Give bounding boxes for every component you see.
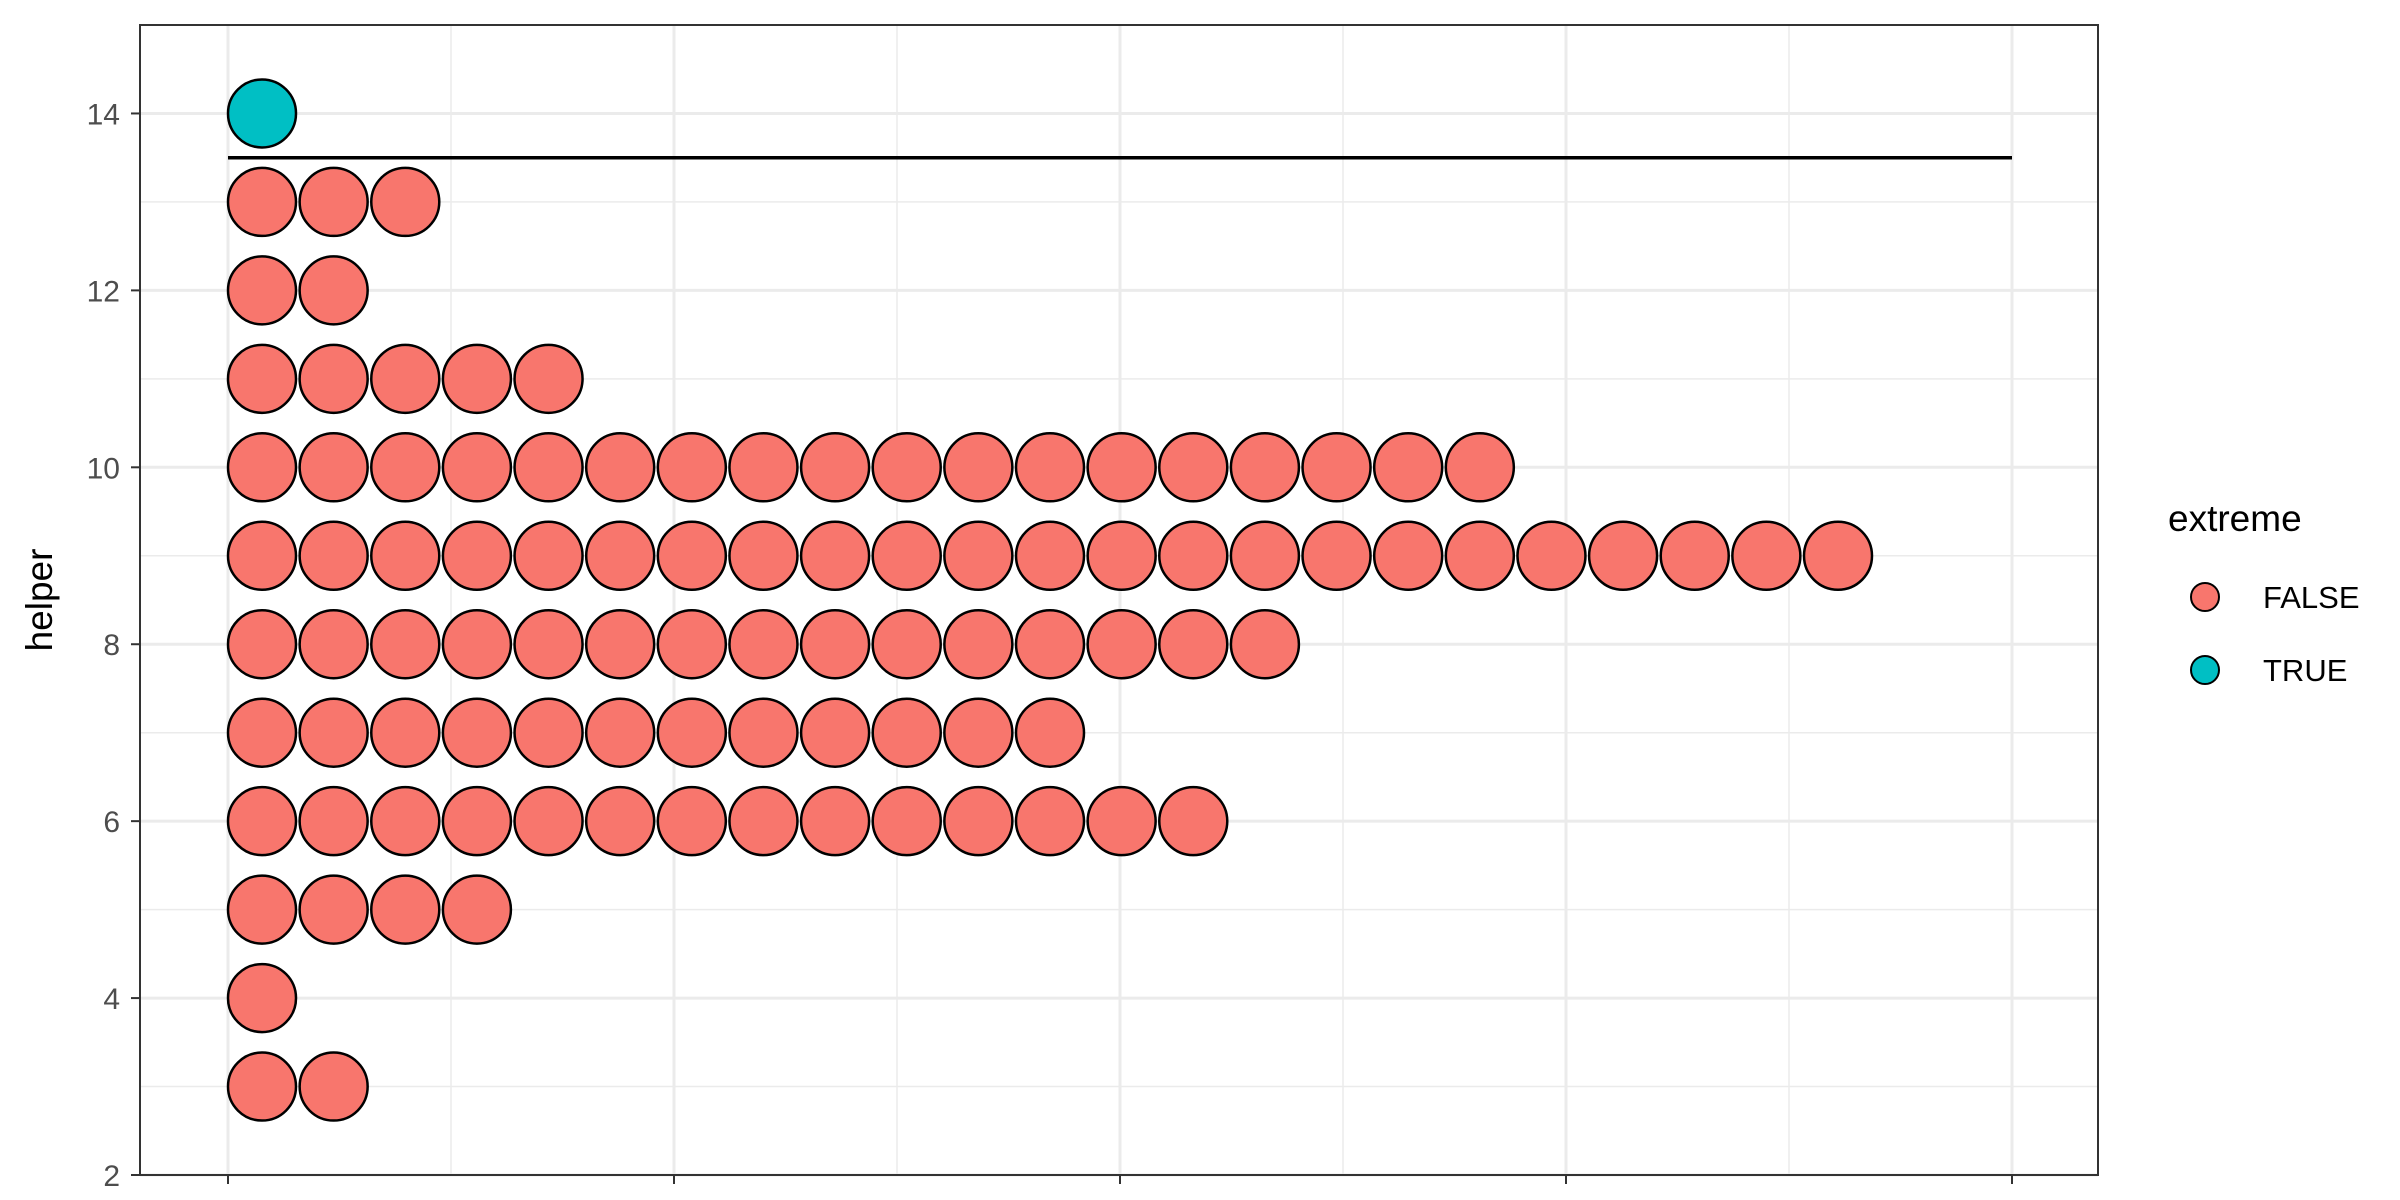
dot-false — [1374, 433, 1442, 501]
dot-false — [801, 610, 869, 678]
dot-false — [1088, 522, 1156, 590]
dot-false — [443, 433, 511, 501]
dot-false — [729, 433, 797, 501]
dot-false — [515, 345, 583, 413]
dot-false — [944, 699, 1012, 767]
dot-false — [371, 699, 439, 767]
dot-false — [300, 610, 368, 678]
dot-false — [658, 522, 726, 590]
legend — [2168, 498, 2360, 688]
dot-false — [873, 787, 941, 855]
legend-key-true — [2191, 656, 2219, 684]
dot-false — [515, 433, 583, 501]
dot-false — [228, 168, 296, 236]
dot-false — [300, 433, 368, 501]
dot-false — [228, 787, 296, 855]
dot-false — [1016, 787, 1084, 855]
dot-false — [1303, 522, 1371, 590]
dot-false — [1159, 522, 1227, 590]
dot-false — [944, 522, 1012, 590]
dot-false — [1303, 433, 1371, 501]
dot-false — [801, 699, 869, 767]
legend-entry-false — [2191, 580, 2360, 615]
dot-false — [1661, 522, 1729, 590]
dot-false — [300, 256, 368, 324]
dot-false — [1517, 522, 1585, 590]
dot-false — [228, 256, 296, 324]
dot-false — [586, 433, 654, 501]
legend-key-false — [2191, 583, 2219, 611]
y-tick-label: 6 — [103, 806, 120, 840]
dot-false — [515, 787, 583, 855]
dot-false — [443, 699, 511, 767]
dot-false — [1088, 787, 1156, 855]
dot-false — [801, 787, 869, 855]
dot-false — [658, 610, 726, 678]
dot-false — [1732, 522, 1800, 590]
dot-false — [586, 610, 654, 678]
dot-false — [1159, 787, 1227, 855]
legend-label-true: TRUE — [2263, 653, 2348, 688]
dot-false — [873, 610, 941, 678]
dot-false — [944, 610, 1012, 678]
dot-false — [586, 787, 654, 855]
dot-false — [1446, 522, 1514, 590]
dot-false — [300, 1053, 368, 1121]
dot-false — [729, 699, 797, 767]
dot-false — [1374, 522, 1442, 590]
y-tick-label: 2 — [103, 1160, 120, 1193]
dot-false — [228, 1053, 296, 1121]
dot-false — [1231, 433, 1299, 501]
dot-false — [801, 433, 869, 501]
dot-false — [1016, 433, 1084, 501]
dot-true — [228, 79, 296, 147]
dot-false — [729, 787, 797, 855]
dot-false — [300, 787, 368, 855]
dot-false — [586, 699, 654, 767]
dot-false — [515, 699, 583, 767]
y-tick-label: 12 — [86, 275, 120, 309]
dot-false — [586, 522, 654, 590]
dot-false — [515, 522, 583, 590]
dot-false — [300, 876, 368, 944]
dot-false — [228, 433, 296, 501]
y-axis-title: helper — [19, 548, 60, 652]
y-tick-label: 10 — [86, 452, 120, 486]
dot-false — [371, 168, 439, 236]
y-tick-label: 8 — [103, 629, 120, 663]
dot-false — [228, 876, 296, 944]
dot-false — [873, 699, 941, 767]
y-tick-label: 4 — [103, 983, 120, 1017]
legend-title: extreme — [2168, 498, 2302, 539]
dot-false — [658, 699, 726, 767]
dot-false — [729, 610, 797, 678]
dot-false — [371, 345, 439, 413]
dot-false — [443, 876, 511, 944]
legend-label-false: FALSE — [2263, 580, 2360, 615]
dot-false — [228, 345, 296, 413]
dot-false — [1804, 522, 1872, 590]
dot-false — [1016, 699, 1084, 767]
dot-false — [371, 522, 439, 590]
legend-entry-true — [2191, 653, 2347, 688]
dot-false — [1159, 433, 1227, 501]
dot-false — [1231, 610, 1299, 678]
dot-false — [1016, 522, 1084, 590]
dot-false — [300, 522, 368, 590]
dot-false — [1446, 433, 1514, 501]
dot-false — [1016, 610, 1084, 678]
dot-false — [1589, 522, 1657, 590]
dot-false — [443, 522, 511, 590]
dot-false — [658, 787, 726, 855]
dot-false — [515, 610, 583, 678]
dot-false — [371, 610, 439, 678]
dot-false — [443, 787, 511, 855]
y-axis — [87, 98, 140, 1193]
y-tick-label: 14 — [86, 98, 120, 132]
dot-false — [944, 787, 1012, 855]
dot-false — [228, 610, 296, 678]
dot-false — [228, 964, 296, 1032]
dot-false — [371, 876, 439, 944]
dot-false — [300, 168, 368, 236]
dot-false — [873, 433, 941, 501]
dot-false — [443, 345, 511, 413]
dot-false — [228, 699, 296, 767]
dot-false — [729, 522, 797, 590]
dot-false — [873, 522, 941, 590]
dot-false — [801, 522, 869, 590]
dot-false — [1088, 610, 1156, 678]
dot-false — [944, 433, 1012, 501]
dot-false — [1231, 522, 1299, 590]
dot-false — [658, 433, 726, 501]
dot-false — [1159, 610, 1227, 678]
dot-false — [300, 345, 368, 413]
dot-false — [443, 610, 511, 678]
dot-false — [228, 522, 296, 590]
dot-false — [1088, 433, 1156, 501]
dot-false — [371, 433, 439, 501]
dot-false — [300, 699, 368, 767]
dot-false — [371, 787, 439, 855]
